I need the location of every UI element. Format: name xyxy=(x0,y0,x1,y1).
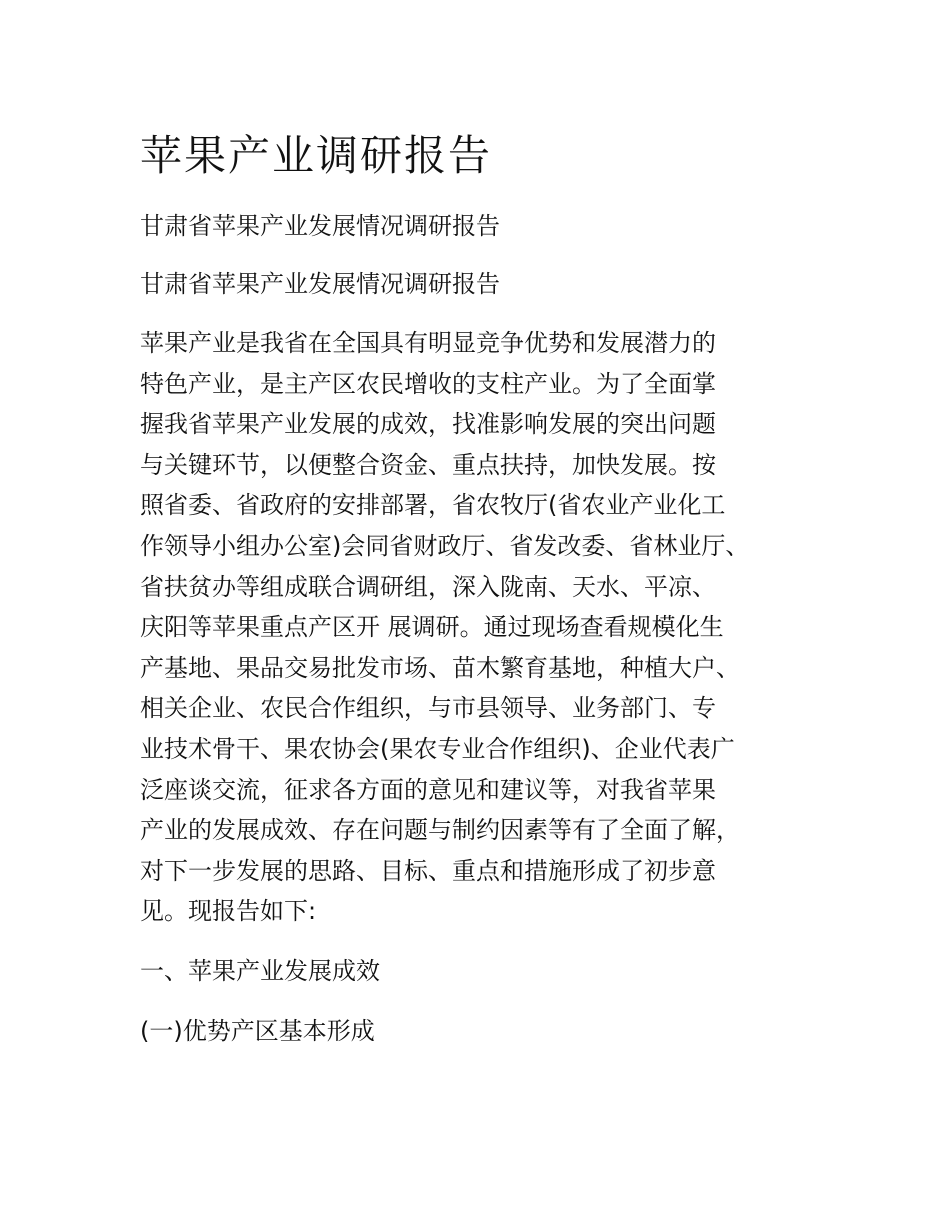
paragraph-line: 特色产业，是主产区农民增收的支柱产业。为了全面掌 xyxy=(140,369,716,398)
paragraph-line: 产基地、果品交易批发市场、苗木繁育基地，种植大户、 xyxy=(140,653,740,682)
paragraph-line: 产业的发展成效、存在问题与制约因素等有了全面了解， xyxy=(140,816,740,845)
paragraph-line: 作领导小组办公室)会同省财政厅、省发改委、省林业厅、 xyxy=(140,531,750,560)
document-subtitle-repeat: 甘肃省苹果产业发展情况调研报告 xyxy=(140,270,500,298)
document-title: 苹果产业调研报告 xyxy=(140,131,493,180)
section-heading: 一、苹果产业发展成效 xyxy=(140,957,380,985)
document-subtitle: 甘肃省苹果产业发展情况调研报告 xyxy=(140,212,500,240)
paragraph-line: 庆阳等苹果重点产区开 展调研。通过现场查看规模化生 xyxy=(140,613,724,642)
subsection-heading: (一)优势产区基本形成 xyxy=(140,1017,375,1045)
paragraph-line: 业技术骨干、果农协会(果农专业合作组织)、企业代表广 xyxy=(140,734,735,763)
intro-paragraph xyxy=(140,327,749,936)
paragraph-line: 与关键环节，以便整合资金、重点扶持，加快发展。按 xyxy=(140,450,716,479)
paragraph-line: 省扶贫办等组成联合调研组，深入陇南、天水、平凉、 xyxy=(140,572,716,601)
paragraph-line: 相关企业、农民合作组织，与市县领导、业务部门、专 xyxy=(140,694,716,723)
paragraph-line: 苹果产业是我省在全国具有明显竞争优势和发展潜力的 xyxy=(140,329,716,357)
paragraph-line: 照省委、省政府的安排部署，省农牧厅(省农业产业化工 xyxy=(140,491,726,520)
paragraph-line: 握我省苹果产业发展的成效，找准影响发展的突出问题 xyxy=(140,410,716,439)
paragraph-line: 见。现报告如下: xyxy=(140,897,317,926)
paragraph-line: 泛座谈交流，征求各方面的意见和建议等，对我省苹果 xyxy=(140,775,716,804)
paragraph-line: 对下一步发展的思路、目标、重点和措施形成了初步意 xyxy=(140,856,716,885)
